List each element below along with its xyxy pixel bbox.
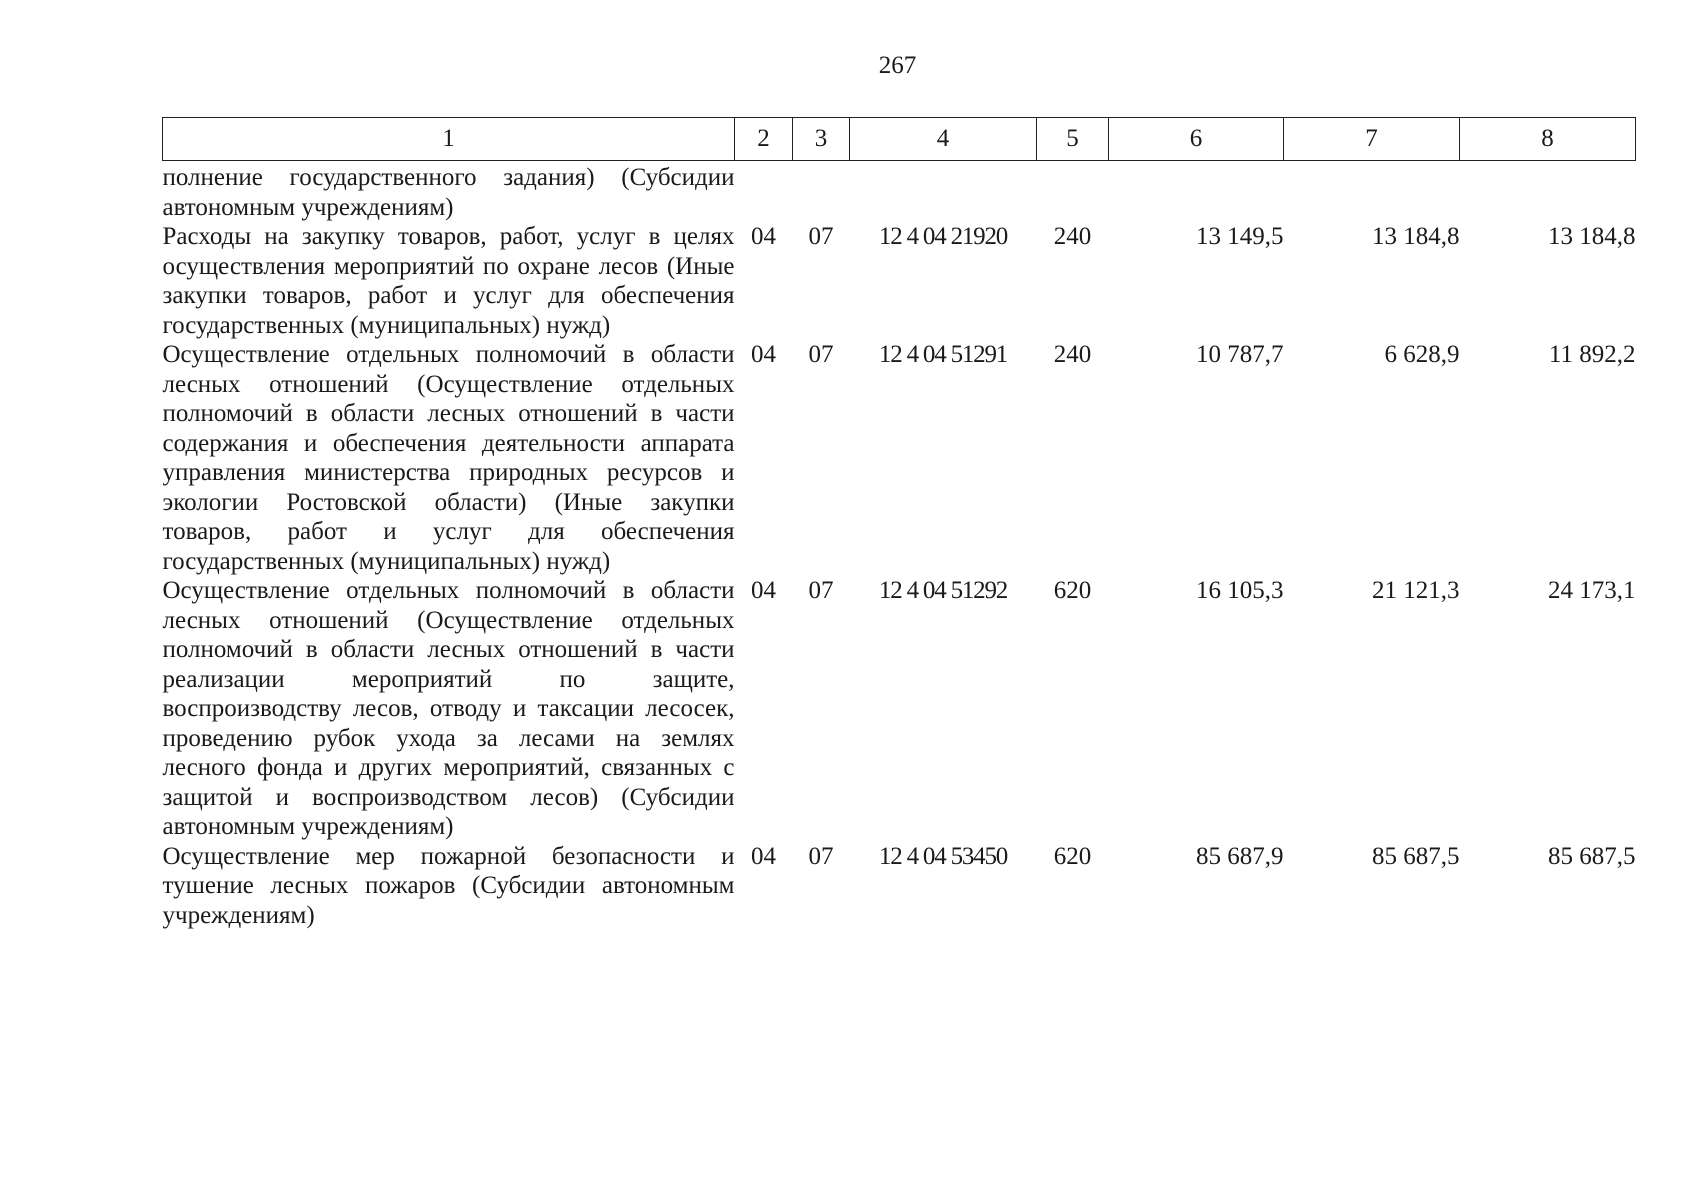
row-target-code: 12 4 04 51292 <box>878 577 1008 604</box>
row-subsection: 07 <box>808 223 834 250</box>
row-amount-year-3: 85 687,5 <box>1548 842 1636 870</box>
row-section: 04 <box>751 341 776 368</box>
row-expense-type: 240 <box>1053 223 1092 250</box>
row-expense-type: 240 <box>1053 341 1092 368</box>
row-amount-year-3: 24 173,1 <box>1548 577 1636 604</box>
row-description: Осуществление мер пожарной безопасности и тушение лесных пожаров (Субсидии автономным учреждениям) <box>162 842 735 929</box>
column-header-7: 7 <box>1284 118 1460 161</box>
row-section <box>735 161 793 223</box>
row-description: Осуществление отдельных полномочий в области лесных отношений (Осуществление отдельных полномочий в области лесных отношений в части реализации мероприятий по защите, воспроизводству лесов, отводу и таксации лесосек, проведению рубок ухода за лесами на землях лесного фонда и других мероприятий, связанных с защитой и воспроизводством лесов) (Субсидии автономным учреждениям) <box>162 577 735 840</box>
table-row <box>163 340 1636 576</box>
row-subsection: 07 <box>808 341 834 368</box>
row-expense-type: 620 <box>1053 577 1092 604</box>
row-expense-type <box>1037 161 1109 223</box>
column-header-1: 1 <box>163 118 735 161</box>
column-header-6: 6 <box>1109 118 1284 161</box>
page-number: 267 <box>878 52 917 79</box>
row-amount-year-1 <box>1109 161 1284 223</box>
row-subsection <box>793 161 850 223</box>
row-amount-year-3: 13 184,8 <box>1548 223 1636 250</box>
row-amount-year-1: 13 149,5 <box>1196 223 1284 250</box>
table-row <box>163 842 1636 931</box>
column-header-4: 4 <box>850 118 1037 161</box>
header-row <box>163 118 1636 161</box>
row-amount-year-1: 10 787,7 <box>1196 341 1284 368</box>
column-header-5: 5 <box>1037 118 1109 161</box>
column-header-3: 3 <box>793 118 850 161</box>
budget-table <box>162 117 1636 930</box>
row-target-code: 12 4 04 51291 <box>878 341 1008 368</box>
row-amount-year-1: 16 105,3 <box>1196 577 1284 604</box>
row-subsection: 07 <box>808 842 834 870</box>
column-header-2: 2 <box>735 118 793 161</box>
row-amount-year-3: 11 892,2 <box>1548 341 1636 368</box>
row-amount-year-2: 13 184,8 <box>1372 223 1460 250</box>
row-expense-type: 620 <box>1053 842 1092 870</box>
row-section: 04 <box>751 577 776 604</box>
row-target-code: 12 4 04 53450 <box>878 842 1008 870</box>
row-description: полнение государственного задания) (Субсидии автономным учреждениям) <box>162 164 735 221</box>
row-amount-year-2 <box>1284 161 1460 223</box>
row-subsection: 07 <box>808 577 834 604</box>
row-amount-year-3 <box>1460 161 1636 223</box>
table-row <box>163 576 1636 842</box>
row-section: 04 <box>751 842 776 870</box>
row-target-code <box>850 161 1037 223</box>
row-description: Расходы на закупку товаров, работ, услуг в целях осуществления мероприятий по охране лесов (Иные закупки товаров, работ и услуг для обеспечения государственных (муниципальных) нужд) <box>162 223 735 339</box>
row-amount-year-1: 85 687,9 <box>1196 842 1284 870</box>
row-description: Осуществление отдельных полномочий в области лесных отношений (Осуществление отдельных полномочий в области лесных отношений в части содержания и обеспечения деятельности аппарата управления министерства природных ресурсов и экологии Ростовской области) (Иные закупки товаров, работ и услуг для обеспечения государственных (муниципальных) нужд) <box>162 341 735 575</box>
row-target-code: 12 4 04 21920 <box>878 223 1008 250</box>
row-amount-year-2: 21 121,3 <box>1372 577 1460 604</box>
row-amount-year-2: 85 687,5 <box>1372 842 1460 870</box>
row-amount-year-2: 6 628,9 <box>1384 341 1460 368</box>
column-header-8: 8 <box>1460 118 1636 161</box>
row-section: 04 <box>751 223 776 250</box>
table-row <box>163 161 1636 223</box>
table-row <box>163 222 1636 340</box>
